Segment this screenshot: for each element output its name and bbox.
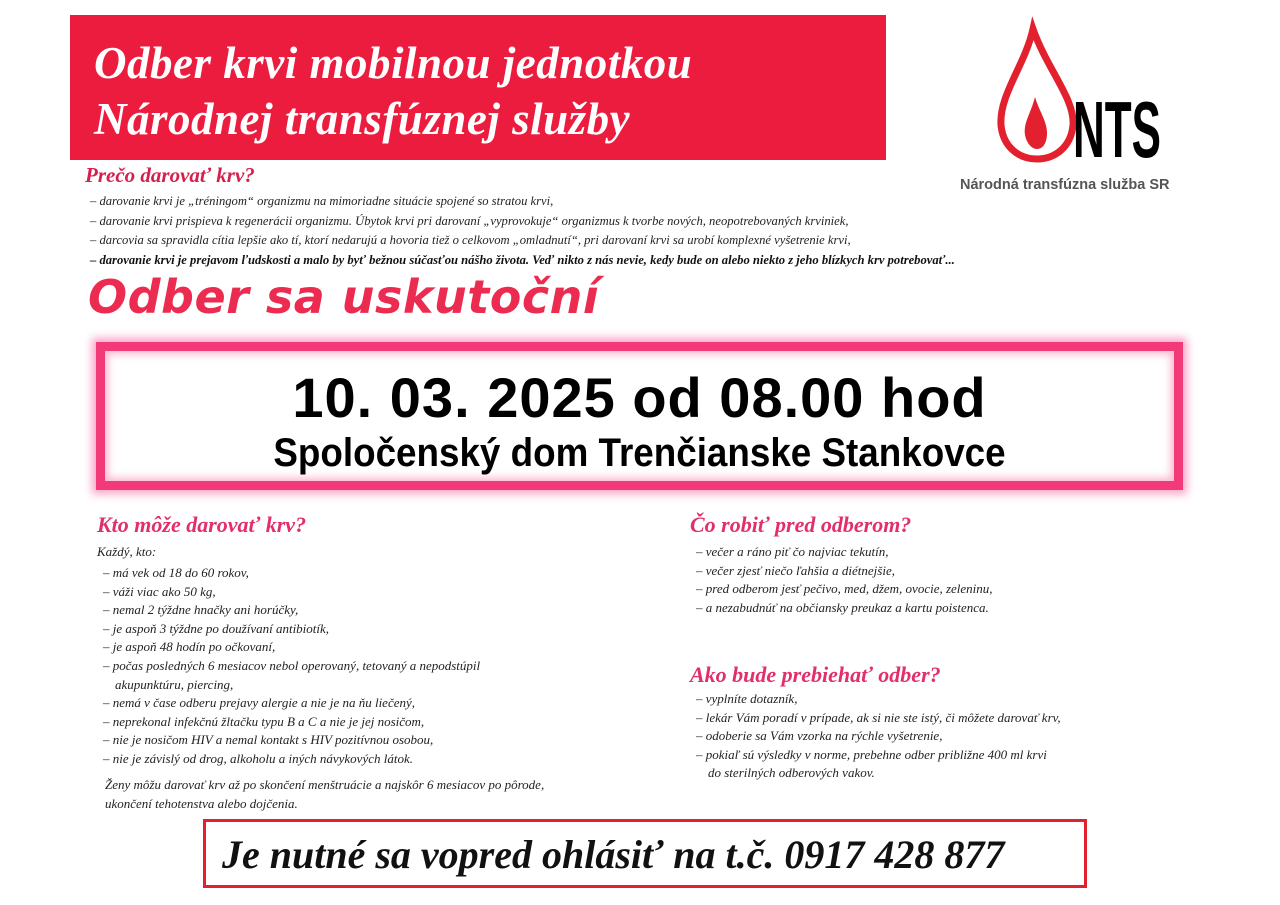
list-item-text: – pokiaľ sú výsledky v norme, prebehne odber približne 400 ml krvi	[696, 746, 1047, 762]
list-item: – neprekonal infekčnú žltačku typu B a C a nie je jej nosičom,	[103, 713, 425, 729]
donation-process-list	[696, 690, 1061, 783]
list-item: – darovanie krvi je prejavom ľudskosti a malo by byť bežnou súčasťou nášho života. Veď nikto z nás nevie, kedy bude on alebo niekto z jeho blízkych krv potrebovať...	[90, 252, 955, 267]
before-donation-title: Čo robiť pred odberom?	[690, 512, 912, 537]
why-donate-title: Prečo darovať krv?	[85, 163, 255, 187]
banner-title-line-2: Národnej transfúznej služby	[94, 94, 631, 144]
list-item	[696, 746, 1061, 783]
who-can-donate-list	[103, 564, 480, 769]
list-item: – večer a ráno piť čo najviac tekutín,	[696, 544, 889, 559]
who-intro: Každý, kto:	[97, 544, 157, 559]
list-item: – darovanie krvi je „tréningom“ organizmu na mimoriadne situácie spojené so stratou krvi,	[90, 194, 554, 208]
list-item: – darovanie krvi prispieva k regenerácii organizmu. Úbytok krvi pri darovaní „vyprovokuje“ organizmus k tvorbe nových, neopotrebovaných krviniek,	[90, 213, 849, 228]
list-item	[103, 657, 480, 694]
list-item-continuation: akupunktúru, piercing,	[115, 676, 234, 692]
event-heading: Odber sa uskutoční	[88, 270, 600, 324]
list-item: – večer zjesť niečo ľahšia a diétnejšie,	[696, 562, 895, 578]
list-item: – lekár Vám poradí v prípade, ak si nie ste istý, či môžete darovať krv,	[696, 709, 1061, 725]
women-note: Ženy môžu darovať krv až po skončení menštruácie a najskôr 6 mesiacov po pôrode, ukončení tehotenstva alebo dojčenia.	[105, 777, 545, 811]
logo-caption: Národná transfúzna služba SR	[960, 177, 1170, 193]
event-datetime: 10. 03. 2025 od 08.00 hod	[292, 366, 987, 429]
list-item: – má vek od 18 do 60 rokov,	[103, 565, 249, 580]
header-banner	[70, 15, 886, 160]
registration-notice-text: Je nutné sa vopred ohlásiť na t.č. 0917 428 877	[222, 832, 1005, 877]
nts-logo	[995, 25, 1165, 174]
why-donate-list	[90, 192, 955, 270]
list-item: – nemá v čase odberu prejavy alergie a nie je na ňu liečený,	[103, 695, 416, 711]
registration-notice-box	[203, 819, 1087, 888]
event-date-box	[96, 342, 1183, 490]
list-item: – nie je nosičom HIV a nemal kontakt s HIV pozitívnou osobou,	[103, 732, 434, 748]
list-item: – vyplníte dotazník,	[696, 691, 798, 706]
who-can-donate-title: Kto môže darovať krv?	[97, 512, 307, 537]
blood-drop-icon	[995, 25, 1165, 174]
list-item: – pred odberom jesť pečivo, med, džem, ovocie, zeleninu,	[696, 581, 993, 597]
banner-title-line-1: Odber krvi mobilnou jednotkou	[94, 38, 693, 88]
list-item-text: – počas posledných 6 mesiacov nebol operovaný, tetovaný a nepodstúpil	[103, 657, 481, 673]
list-item: – je aspoň 48 hodín po očkovaní,	[103, 639, 276, 655]
logo-abbr: NTS	[1073, 85, 1161, 174]
event-place: Spoločenský dom Trenčianske Stankovce	[273, 431, 1006, 475]
list-item: – váži viac ako 50 kg,	[103, 583, 216, 599]
before-donation-list	[696, 543, 993, 617]
list-item: – nemal 2 týždne hnačky ani horúčky,	[103, 602, 299, 618]
list-item: – a nezabudnúť na občiansky preukaz a kartu poistenca.	[696, 599, 989, 615]
list-item: – darcovia sa spravidla cítia lepšie ako tí, ktorí nedarujú a hovoria tiež o celkovom „omladnutí“, pri darovaní krvi sa urobí komplexné vyšetrenie krvi,	[90, 233, 851, 247]
list-item: – je aspoň 3 týždne po doužívaní antibiotík,	[103, 620, 330, 636]
donation-process-title: Ako bude prebiehať odber?	[690, 662, 941, 687]
list-item-continuation: do sterilných odberových vakov.	[708, 765, 875, 781]
list-item: – nie je závislý od drog, alkoholu a iných návykových látok.	[103, 750, 413, 766]
list-item: – odoberie sa Vám vzorka na rýchle vyšetrenie,	[696, 728, 943, 744]
